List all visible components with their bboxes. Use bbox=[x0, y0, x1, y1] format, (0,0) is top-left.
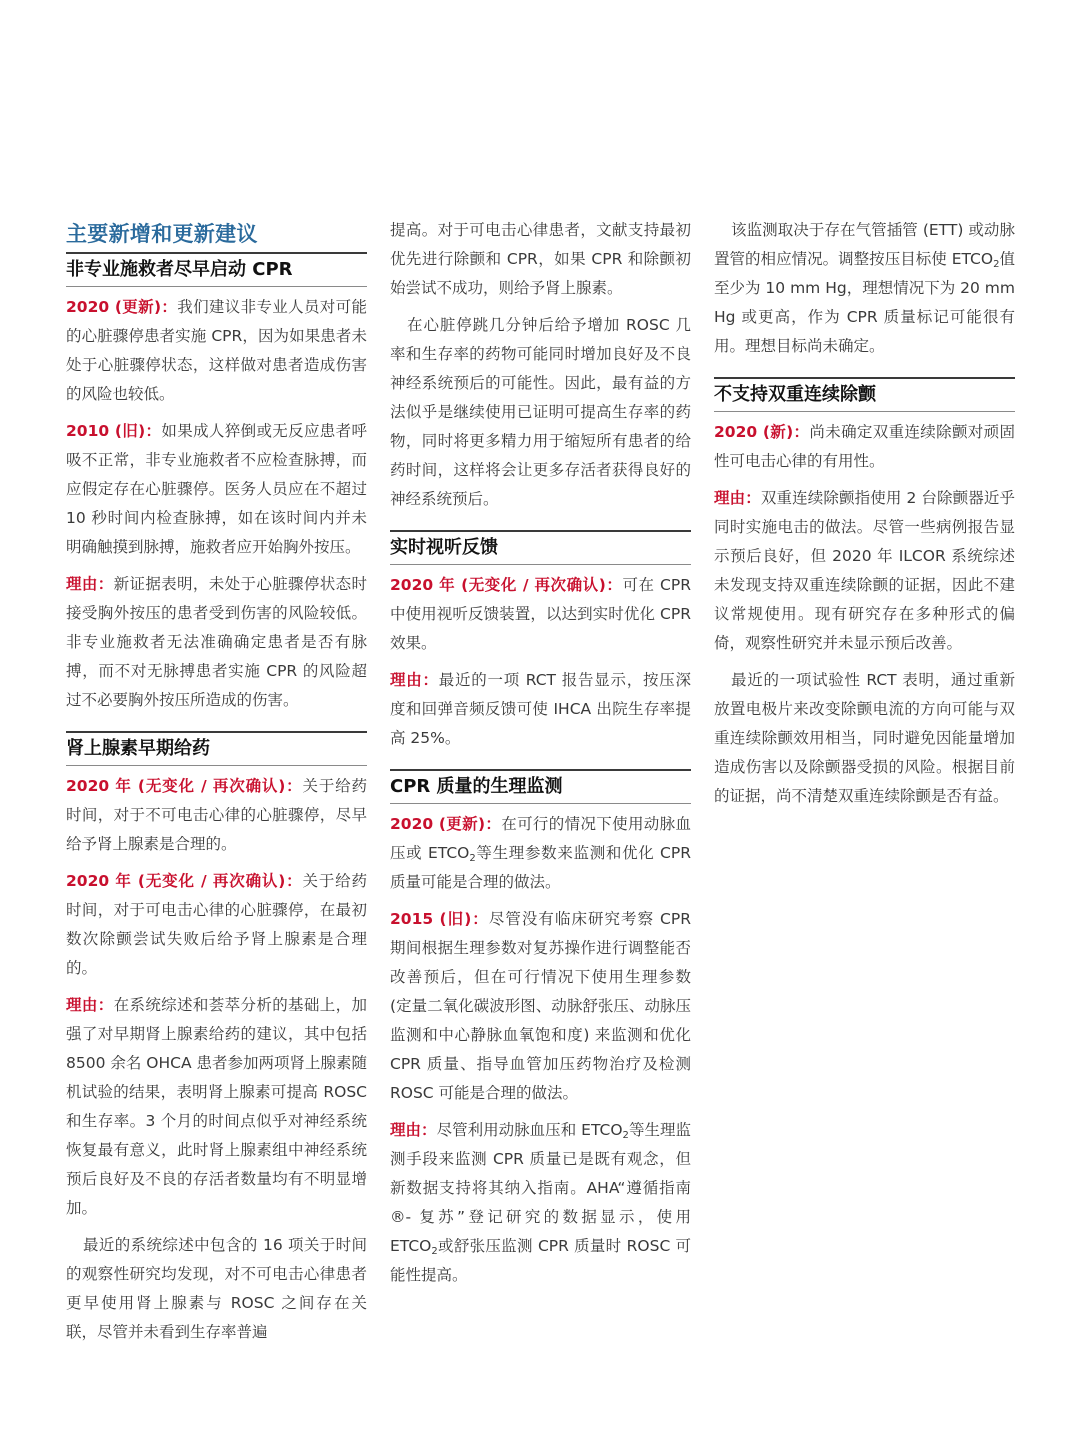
rec-epi-nonshockable: 2020 年 (无变化 / 再次确认)：关于给药时间，对于不可电击心律的心脏骤停，尽早给予肾上腺素是合理的。 bbox=[66, 777, 367, 853]
label-2015-old: 2015 (旧)： bbox=[390, 910, 489, 928]
label-rationale: 理由： bbox=[714, 489, 761, 507]
heading-double-sequential-defib: 不支持双重连续除颤 bbox=[714, 377, 1015, 412]
rationale-dsd: 理由：双重连续除颤指使用 2 台除颤器近乎同时实施电击的做法。尽管一些病例报告显示预后良好，但 2020 年 ILCOR 系统综述未发现支持双重连续除颤的证据，因此不建议常规使用。现有研究存在多种形式的偏倚，观察性研究并未显示预后改善。 bbox=[714, 489, 1015, 652]
rec-phys-2015: 2015 (旧)：尽管没有临床研究考察 CPR 期间根据生理参数对复苏操作进行调整能否改善预后，但在可行情况下使用生理参数 (定量二氧化碳波形图、动脉舒张压、动脉压监测和中心静脉血氧饱和度) 来监测和优化 CPR 质量、指导血管加压药物治疗及检测 ROSC 可能是合理的做法。 bbox=[390, 910, 691, 1102]
paragraph-dsd-trial: 最近的一项试验性 RCT 表明，通过重新放置电极片来改变除颤电流的方向可能与双重连续除颤效用相当，同时避免因能量增加造成伤害以及除颤器受损的风险。根据目前的证据，尚不清楚双重连续除颤是否有益。 bbox=[714, 671, 1015, 805]
label-rationale: 理由： bbox=[66, 996, 114, 1014]
heading-early-epinephrine: 肾上腺素早期给药 bbox=[66, 731, 367, 766]
rec-2010-old: 2010 (旧)：如果成人猝倒或无反应患者呼吸不正常，非专业施救者不应检查脉搏，而应假定存在心脏骤停。医务人员应在不超过 10 秒时间内检查脉搏，如在该时间内并未明确触摸到脉搏，施救者应开始胸外按压。 bbox=[66, 422, 367, 556]
column-right bbox=[714, 216, 1015, 819]
paragraph-epi-studies: 最近的系统综述中包含的 16 项关于时间的观察性研究均发现，对不可电击心律患者更早使用肾上腺素与 ROSC 之间存在关联，尽管并未看到生存率普遍 bbox=[66, 1236, 367, 1341]
paragraph-etco2-target: 该监测取决于存在气管插管 (ETT) 或动脉置管的相应情况。调整按压目标使 $ETCO_2$值至少为 10 mm Hg，理想情况下为 20 mm Hg 或更高，作为 CPR 质量标记可能很有用。理想目标尚未确定。 bbox=[714, 221, 1015, 355]
rec-2020-updated: 2020 (更新)：我们建议非专业人员对可能的心脏骤停患者实施 CPR，因为如果患者未处于心脏骤停状态，这样做对患者造成伤害的风险也较低。 bbox=[66, 298, 367, 403]
rec-epi-shockable: 2020 年 (无变化 / 再次确认)：关于给药时间，对于可电击心律的心脏骤停，在最初数次除颤尝试失败后给予肾上腺素是合理的。 bbox=[66, 872, 367, 977]
heading-av-feedback: 实时视听反馈 bbox=[390, 530, 691, 565]
label-rationale: 理由： bbox=[390, 671, 439, 689]
rationale-epi: 理由：在系统综述和荟萃分析的基础上，加强了对早期肾上腺素给药的建议，其中包括 8500 余名 OHCA 患者参加两项肾上腺素随机试验的结果，表明肾上腺素可提高 ROSC 和生存率。3 个月的时间点似乎对神经系统恢复最有意义，此时肾上腺素组中神经系统预后良好及不良的存活者数量均有不明显增加。 bbox=[66, 996, 368, 1217]
rationale-phys: 理由：尽管利用动脉血压和 $ETCO_2$等生理监测手段来监测 CPR 质量已是既有观念，但新数据支持将其纳入指南。AHA“遵循指南®- 复苏”登记研究的数据显示，使用 $ETCO_2$或舒张压监测 CPR 质量时 ROSC 可能性提高。 bbox=[390, 1121, 691, 1284]
paragraph-continued: 提高。对于可电击心律患者，文献支持最初优先进行除颤和 CPR，如果 CPR 和除颤初始尝试不成功，则给予肾上腺素。 bbox=[390, 221, 691, 297]
label-2020-updated: 2020 (更新)： bbox=[66, 298, 178, 316]
label-2020-updated: 2020 (更新)： bbox=[390, 815, 502, 833]
rec-phys-2020: 2020 (更新)：在可行的情况下使用动脉血压或 $ETCO_2$等生理参数来监测和优化 CPR 质量可能是合理的做法。 bbox=[390, 815, 691, 891]
section-title: 主要新增和更新建议 bbox=[66, 222, 258, 246]
rec-av-feedback: 2020 年 (无变化 / 再次确认)：可在 CPR 中使用视听反馈装置，以达到实时优化 CPR 效果。 bbox=[390, 576, 691, 652]
label-rationale: 理由： bbox=[66, 575, 114, 593]
label-2020-unchanged: 2020 年 (无变化 / 再次确认)： bbox=[66, 777, 303, 795]
label-rationale: 理由： bbox=[390, 1121, 437, 1139]
column-left bbox=[66, 216, 367, 1355]
label-2020-unchanged: 2020 年 (无变化 / 再次确认)： bbox=[66, 872, 303, 890]
rec-dsd-2020: 2020 (新)：尚未确定双重连续除颤对顽固性可电击心律的有用性。 bbox=[714, 423, 1015, 470]
label-2010-old: 2010 (旧)： bbox=[66, 422, 162, 440]
rationale-lay: 理由：新证据表明，未处于心脏骤停状态时接受胸外按压的患者受到伤害的风险较低。非专业施救者无法准确确定患者是否有脉搏，而不对无脉搏患者实施 CPR 的风险超过不必要胸外按压所造成的伤害。 bbox=[66, 575, 367, 709]
rationale-av: 理由：最近的一项 RCT 报告显示，按压深度和回弹音频反馈可使 IHCA 出院生存率提高 25%。 bbox=[390, 671, 691, 747]
paragraph-rosc-drugs: 在心脏停跳几分钟后给予增加 ROSC 几率和生存率的药物可能同时增加良好及不良神经系统预后的可能性。因此，最有益的方法似乎是继续使用已证明可提高生存率的药物，同时将更多精力用于缩短所有患者的给药时间，这样将会让更多存活者获得良好的神经系统预后。 bbox=[390, 316, 691, 508]
heading-physiologic-monitoring: CPR 质量的生理监测 bbox=[390, 769, 691, 804]
heading-lay-rescuer-cpr: 非专业施救者尽早启动 CPR bbox=[66, 252, 367, 287]
column-middle bbox=[390, 216, 691, 1298]
label-2020-unchanged: 2020 年 (无变化 / 再次确认)： bbox=[390, 576, 623, 594]
label-2020-new: 2020 (新)： bbox=[714, 423, 810, 441]
